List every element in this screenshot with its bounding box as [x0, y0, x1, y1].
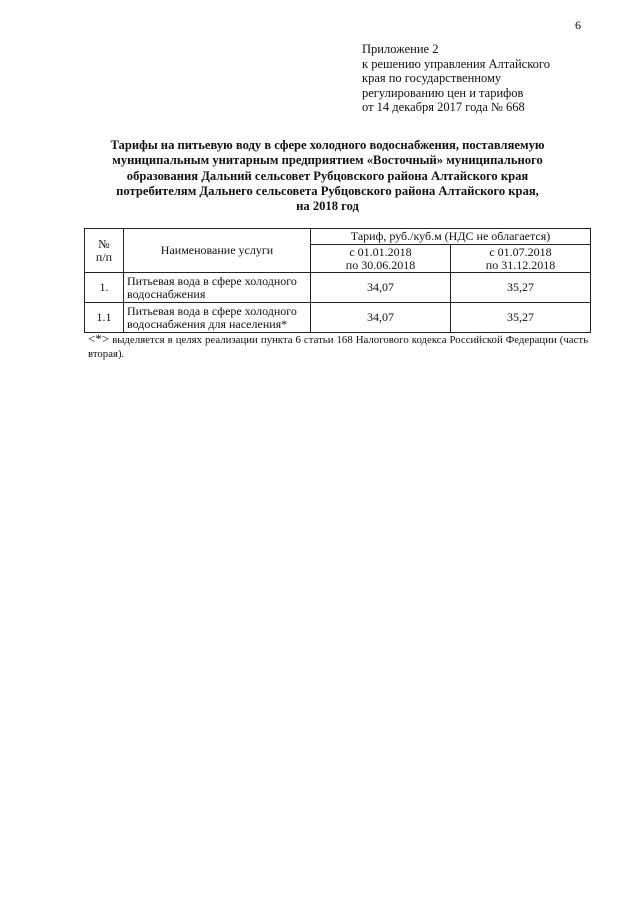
appendix-line: к решению управления Алтайского [362, 56, 550, 71]
title-line: Тарифы на питьевую воду в сфере холодного водоснабжения, поставляемую [110, 138, 545, 152]
footnote-mark: <*> [88, 331, 110, 346]
row-name-cell [124, 303, 311, 333]
header-num-cell [85, 229, 124, 273]
footnote [88, 332, 588, 361]
appendix-line: от 14 декабря 2017 года № 668 [362, 100, 525, 114]
tariff-table [84, 228, 591, 333]
appendix-line: Приложение 2 [362, 42, 439, 56]
row-value2-cell: 35,27 [451, 273, 591, 303]
header-num-line2: п/п [95, 249, 113, 264]
header-name-cell: Наименование услуги [124, 229, 311, 273]
row-value1-cell: 34,07 [311, 273, 451, 303]
row-name-line2: водоснабжения [127, 286, 206, 301]
title-line: потребителям Дальнего сельсовета Рубцовского района Алтайского края, [116, 183, 539, 198]
header-tariff-cell: Тариф, руб./куб.м (НДС не облагается) [311, 229, 591, 245]
page-number: 6 [575, 18, 581, 32]
row-value1-cell: 34,07 [311, 303, 451, 333]
row-num-cell: 1. [85, 273, 124, 303]
header-period1-line1: с 01.01.2018 [349, 244, 412, 259]
header-period2-cell [451, 245, 591, 273]
document-title [60, 138, 595, 214]
appendix-line: края по государственному [362, 71, 502, 85]
appendix-line: регулированию цен и тарифов [362, 85, 524, 100]
table-row [85, 303, 591, 333]
header-period2-line2: по 31.12.2018 [485, 257, 556, 272]
row-num-cell: 1.1 [85, 303, 124, 333]
appendix-block [362, 42, 550, 115]
row-name-line1: Питьевая вода в сфере холодного [127, 273, 297, 288]
row-name-cell [124, 273, 311, 303]
table-row [85, 273, 591, 303]
header-num-line1: № [98, 236, 110, 251]
header-period2-line1: с 01.07.2018 [489, 244, 552, 259]
title-line: муниципальным унитарным предприятием «Восточный» муниципального [112, 153, 543, 168]
row-name-line2: водоснабжения для населения* [127, 316, 288, 331]
row-value2-cell: 35,27 [451, 303, 591, 333]
row-name-line1: Питьевая вода в сфере холодного [127, 303, 297, 318]
title-line: образования Дальний сельсовет Рубцовского района Алтайского края [126, 168, 529, 183]
title-line: на 2018 год [296, 199, 359, 214]
footnote-text: выделяется в целях реализации пункта 6 статьи 168 Налогового кодекса Российской Федерации (часть вторая). [88, 334, 588, 360]
header-period1-cell [311, 245, 451, 273]
table-header-row [85, 229, 591, 245]
header-period1-line2: по 30.06.2018 [345, 257, 416, 272]
